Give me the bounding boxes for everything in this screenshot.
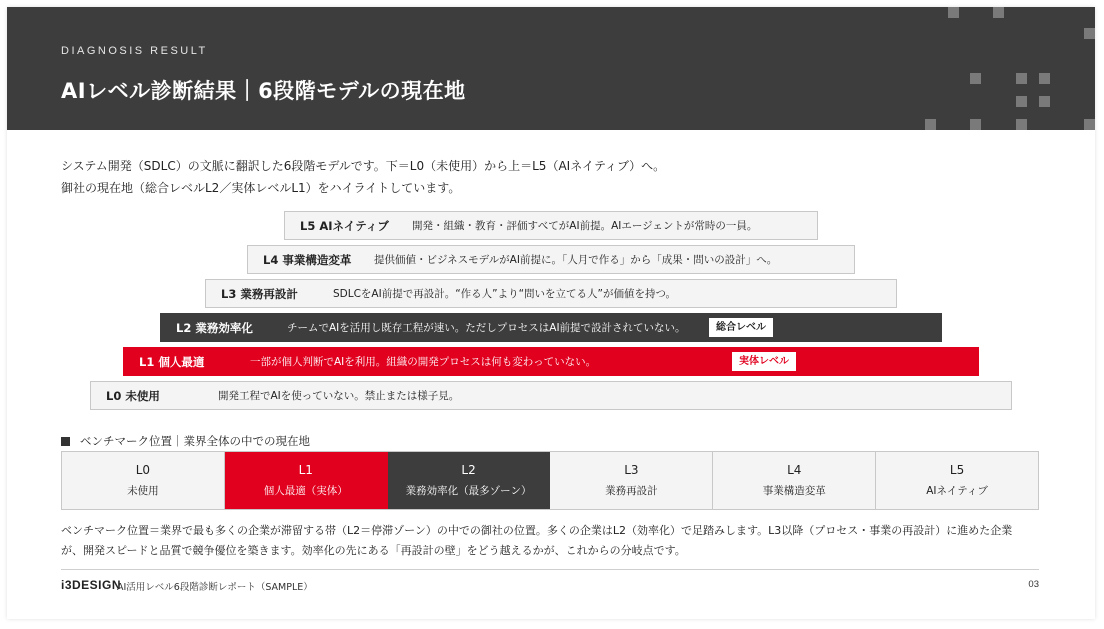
benchmark-cell-l3 <box>550 452 713 509</box>
decor-square <box>1084 119 1095 130</box>
decor-square <box>1039 73 1050 84</box>
report-title: AI活用レベル6段階診断レポート（SAMPLE） <box>117 582 313 593</box>
tier-l1 <box>123 347 979 376</box>
cell-code: L5 <box>949 463 965 477</box>
tier-level: L2 業務効率化 <box>176 320 253 335</box>
decor-square <box>1039 96 1050 107</box>
tier-level: L5 AIネイティブ <box>300 218 389 233</box>
intro-text <box>61 155 665 199</box>
benchmark-cell-l1 <box>225 452 388 509</box>
eyebrow-label: DIAGNOSIS RESULT <box>61 45 208 57</box>
intro-line: 御社の現在地（総合レベルL2／実体レベルL1）をハイライトしています。 <box>61 181 461 195</box>
benchmark-cell-l4 <box>713 452 876 509</box>
decor-square <box>970 73 981 84</box>
decor-square <box>1016 119 1027 130</box>
benchmark-cell-l2 <box>388 452 551 509</box>
tier-l4 <box>247 245 855 274</box>
overall-level-badge: 総合レベル <box>709 318 773 337</box>
decor-square <box>1016 96 1027 107</box>
tier-desc: 一部が個人判断でAIを利用。組織の開発プロセスは何も変わっていない。 <box>250 356 597 368</box>
note-line: が、開発スピードと品質で競争優位を築きます。効率化の先にある「再設計の壁」をどう越えるかが、これからの分岐点です。 <box>61 544 686 557</box>
cell-label: 未使用 <box>127 485 159 497</box>
tier-level: L1 個人最適 <box>139 354 205 369</box>
tier-desc: SDLCをAI前提で再設計。“作る人”より“問いを立てる人”が価値を持つ。 <box>333 288 677 300</box>
cell-label: 業務効率化（最多ゾーン） <box>405 485 532 497</box>
square-bullet-icon <box>61 437 70 446</box>
benchmark-title <box>61 433 310 449</box>
benchmark-cell-l5 <box>876 452 1038 509</box>
tier-desc: 提供価値・ビジネスモデルがAI前提に。「人月で作る」から「成果・問いの設計」へ。 <box>374 254 778 266</box>
intro-line: システム開発（SDLC）の文脈に翻訳した6段階モデルです。下＝L0（未使用）から上＝L5（AIネイティブ）へ。 <box>61 159 666 173</box>
actual-level-badge: 実体レベル <box>732 352 796 371</box>
header-band <box>7 7 1095 130</box>
brand-logo: i3DESIGN <box>61 578 122 592</box>
footer-divider <box>61 569 1039 570</box>
cell-label: 個人最適（実体） <box>263 485 348 497</box>
tier-l2 <box>160 313 942 342</box>
benchmark-scale <box>61 451 1039 510</box>
decor-square <box>1016 73 1027 84</box>
note-line: ベンチマーク位置＝業界で最も多くの企業が滞留する帯（L2＝停滞ゾーン）の中での御社の位置。多くの企業はL2（効率化）で足踏みします。L3以降（プロセス・事業の再設計）に進めた企業 <box>61 524 1013 537</box>
cell-label: 業務再設計 <box>605 485 658 497</box>
tier-level: L3 業務再設計 <box>221 286 298 301</box>
cell-code: L2 <box>461 463 476 477</box>
tier-l3 <box>205 279 897 308</box>
benchmark-note <box>61 521 1046 561</box>
tier-desc: 開発工程でAIを使っていない。禁止または様子見。 <box>218 390 460 402</box>
tier-l5 <box>284 211 818 240</box>
tier-l0 <box>90 381 1012 410</box>
benchmark-title-text: ベンチマーク位置｜業界全体の中での現在地 <box>80 434 310 448</box>
decor-square <box>948 7 959 18</box>
tier-level: L4 事業構造変革 <box>263 252 352 267</box>
page-number: 03 <box>1028 579 1039 590</box>
tier-desc: チームでAIを活用し既存工程が速い。ただしプロセスはAI前提で設計されていない。 <box>287 322 686 334</box>
cell-code: L1 <box>298 463 313 477</box>
page-title: AIレベル診断結果｜6段階モデルの現在地 <box>61 79 466 103</box>
cell-code: L4 <box>787 463 802 477</box>
decor-square <box>925 119 936 130</box>
cell-label: AIネイティブ <box>926 485 988 497</box>
cell-label: 事業構造変革 <box>762 485 826 497</box>
decor-square <box>970 119 981 130</box>
slide <box>7 7 1095 619</box>
cell-code: L0 <box>135 463 151 477</box>
cell-code: L3 <box>624 463 639 477</box>
benchmark-cell-l0 <box>62 452 225 509</box>
tier-desc: 開発・組織・教育・評価すべてがAI前提。AIエージェントが常時の一員。 <box>412 220 758 232</box>
decor-square <box>993 7 1004 18</box>
decor-square <box>1084 28 1095 39</box>
tier-level: L0 未使用 <box>106 388 160 403</box>
